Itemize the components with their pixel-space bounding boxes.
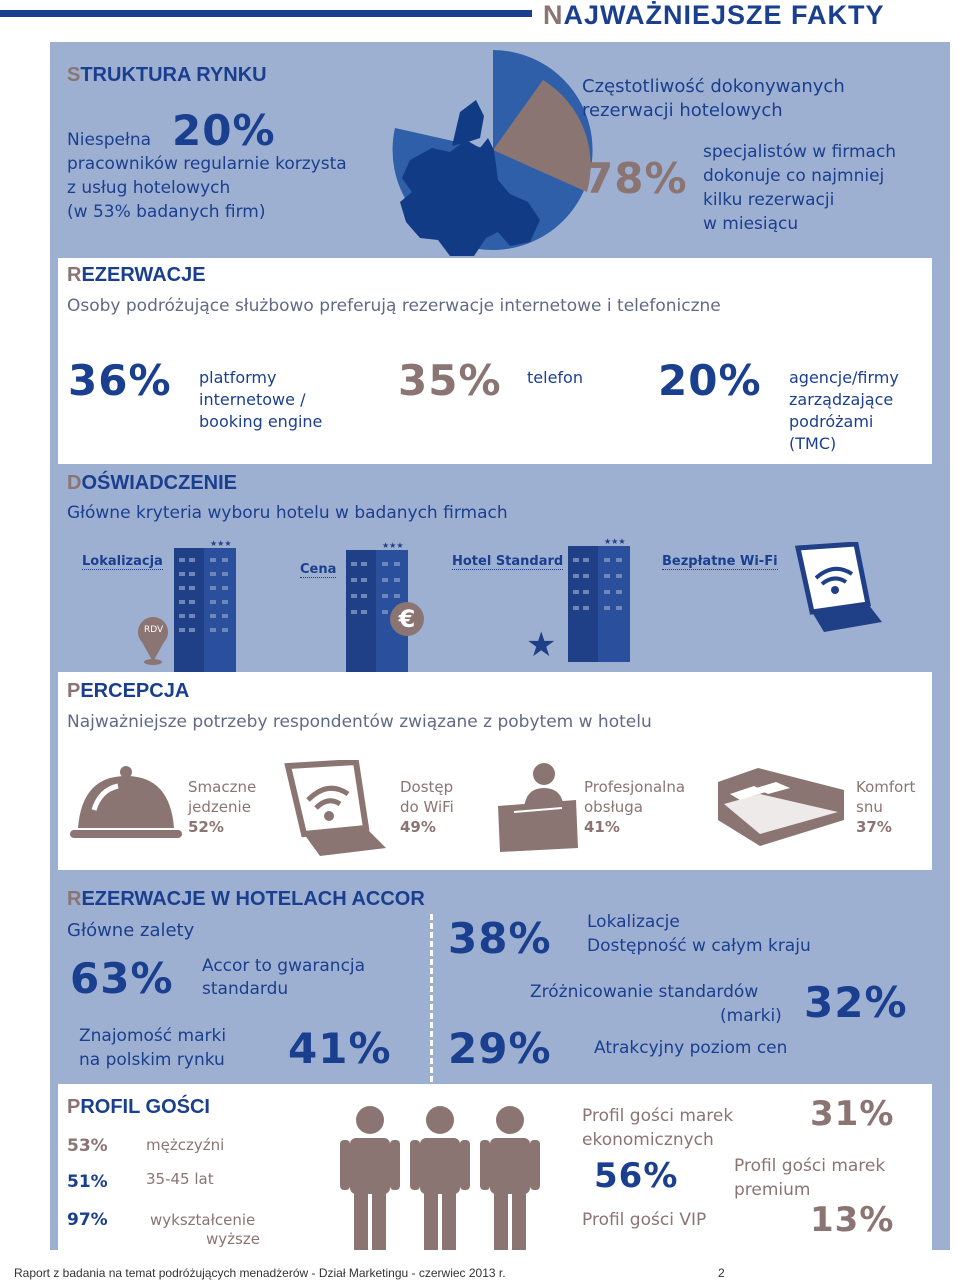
accor-63-l2: standardu (202, 979, 289, 999)
accor-divider (430, 914, 433, 1082)
struktura-percent: 20% (172, 106, 276, 155)
profil-panel (58, 1084, 932, 1250)
rez-item-1-l2: internetowe / (199, 390, 306, 409)
pin-label: RDV (144, 625, 164, 635)
need-3-pct: 41% (584, 818, 620, 836)
percepcja-title-rest: ERCEPCJA (80, 680, 190, 702)
profil-title-rest: ROFIL GOŚCI (80, 1096, 210, 1118)
profil-eko-l2: ekonomicznych (582, 1130, 714, 1150)
hotel-building-icon (568, 536, 630, 662)
doswiadczenie-panel (50, 466, 950, 672)
rez-item-3-l2: zarządzające (789, 390, 894, 409)
need-4-l1: Komfort (856, 778, 916, 796)
struktura-title-first: S (67, 64, 81, 86)
need-1-pct: 52% (188, 818, 224, 836)
accor-panel (50, 872, 950, 1084)
rez-item-3-l3: podróżami (789, 412, 874, 431)
accor-diff-l1: Zróżnicowanie standardów (530, 982, 759, 1002)
criterion-cena-label: Cena (300, 562, 337, 577)
profil-row-1-pct: 53% (67, 1136, 108, 1156)
food-cloche-icon (68, 762, 184, 844)
star-icon: ★ (526, 625, 557, 665)
profil-row-3-pct: 97% (67, 1210, 108, 1230)
struktura-title-rest: TRUKTURA RYNKU (80, 64, 267, 86)
need-3-l2: obsługa (584, 798, 643, 816)
rez-item-3-l1: agencje/firmy (789, 368, 899, 387)
svg-text:★★★: ★★★ (382, 541, 404, 550)
rez-item-2-l1: telefon (527, 368, 583, 387)
laptop-wifi-icon (794, 542, 884, 632)
rezerwacje-title-rest: EZERWACJE (81, 264, 206, 286)
doswiadczenie-title-rest: OŚWIADCZENIE (81, 472, 238, 494)
freq-percent: 78% (584, 154, 688, 203)
struktura-line2: z usług hotelowych (67, 178, 231, 198)
profil-eko-l1: Profil gości marek (582, 1106, 734, 1126)
rezerwacje-panel (58, 258, 932, 464)
struktura-line1: pracowników regularnie korzysta (67, 154, 347, 174)
accor-29-percent: 29% (448, 1024, 552, 1073)
page-title (543, 0, 885, 31)
europe-pie-chart (380, 42, 630, 258)
criterion-lokalizacja-label: Lokalizacja (82, 554, 163, 569)
accor-subtitle: Główne zalety (67, 920, 195, 941)
accor-38-l2: Dostępność w całym kraju (587, 936, 811, 956)
accor-38-percent: 38% (448, 914, 552, 963)
accor-63-percent: 63% (70, 954, 174, 1003)
profil-row-1-label: mężczyźni (146, 1136, 225, 1154)
hotel-building-icon (174, 538, 236, 674)
rez-item-3-percent: 20% (658, 356, 762, 405)
profil-prem-l1: Profil gości marek (734, 1156, 886, 1176)
need-2-l2: do WiFi (400, 798, 454, 816)
bed-icon (710, 764, 850, 848)
percepcja-panel (58, 672, 932, 870)
laptop-wifi-icon (282, 760, 392, 856)
need-2-l1: Dostęp (400, 778, 454, 796)
profil-vip: Profil gości VIP (582, 1210, 707, 1230)
doswiadczenie-title-first: D (67, 472, 82, 494)
profil-row-2-pct: 51% (67, 1172, 108, 1192)
rez-item-1-l3: booking engine (199, 412, 323, 431)
criterion-standard-label: Hotel Standard (452, 554, 564, 569)
freq-line1: specjalistów w firmach (703, 142, 897, 162)
accor-title-first: R (67, 888, 82, 910)
page-title-first: N (543, 0, 564, 30)
profil-title-first: P (67, 1096, 81, 1118)
rez-item-1-l1: platformy (199, 368, 277, 387)
accor-diff-l2: (marki) (720, 1006, 782, 1026)
rezerwacje-title-first: R (67, 264, 82, 286)
need-2-pct: 49% (400, 818, 436, 836)
reception-desk-icon (494, 760, 584, 852)
rez-item-2-percent: 35% (398, 356, 502, 405)
accor-63-l1: Accor to gwarancja (202, 956, 366, 976)
people-icon (336, 1104, 546, 1250)
doswiadczenie-subtitle: Główne kryteria wyboru hotelu w badanych firmach (67, 503, 508, 523)
euro-icon: € (390, 602, 424, 636)
location-pin-icon (136, 616, 170, 666)
need-1-l2: jedzenie (188, 798, 251, 816)
page-number: 2 (718, 1266, 725, 1280)
page-title-rest: AJWAŻNIEJSZE FAKTY (563, 0, 885, 30)
svg-text:★★★: ★★★ (604, 537, 626, 546)
percepcja-title-first: P (67, 680, 81, 702)
doswiadczenie-title (67, 472, 237, 495)
accor-32-percent: 32% (804, 978, 908, 1027)
need-4-pct: 37% (856, 818, 892, 836)
struktura-panel (50, 42, 950, 258)
accor-38-l1: Lokalizacje (587, 912, 680, 932)
header-rule (0, 10, 532, 17)
rez-item-1-percent: 36% (68, 356, 172, 405)
profil-row-3-label2: wyższe (206, 1230, 260, 1248)
freq-line3: kilku rezerwacji (703, 190, 835, 210)
profil-title (67, 1096, 210, 1119)
need-3-l1: Profesjonalna (584, 778, 686, 796)
struktura-lead: Niespełna (67, 130, 152, 150)
rezerwacje-subtitle: Osoby podróżujące służbowo preferują rezerwacje internetowe i telefoniczne (67, 296, 721, 316)
accor-41-percent: 41% (288, 1024, 392, 1073)
percepcja-title (67, 680, 189, 703)
criterion-wifi-label: Bezpłatne Wi-Fi (662, 554, 778, 569)
rez-item-3-l4: (TMC) (789, 434, 837, 453)
freq-line2: dokonuje co najmniej (703, 166, 885, 186)
scandinavia-shape (452, 100, 484, 146)
svg-text:★★★: ★★★ (210, 539, 232, 548)
accor-brand-l2: na polskim rynku (79, 1050, 225, 1070)
need-4-l2: snu (856, 798, 883, 816)
profil-row-2-label: 35-45 lat (146, 1170, 214, 1188)
profil-prem-l2: premium (734, 1180, 811, 1200)
accor-title-rest: EZERWACJE W HOTELACH ACCOR (81, 888, 425, 910)
struktura-title (67, 64, 267, 87)
accor-brand-l1: Znajomość marki (79, 1026, 227, 1046)
profil-13-percent: 13% (810, 1200, 895, 1240)
profil-56-percent: 56% (594, 1156, 679, 1196)
freq-title-1: Częstotliwość dokonywanych (582, 76, 845, 97)
profil-31-percent: 31% (810, 1094, 895, 1134)
freq-line4: w miesiącu (703, 214, 799, 234)
footer-text: Raport z badania na temat podróżujących menadżerów - Dział Marketingu - czerwiec 2013 r. (14, 1266, 506, 1280)
percepcja-subtitle: Najważniejsze potrzeby respondentów związane z pobytem w hotelu (67, 712, 652, 732)
accor-title (67, 888, 425, 911)
rezerwacje-title (67, 264, 206, 287)
accor-29-l1: Atrakcyjny poziom cen (594, 1038, 788, 1058)
struktura-line3: (w 53% badanych firm) (67, 202, 266, 222)
profil-row-3-label: wykształcenie (150, 1211, 256, 1229)
freq-title-2: rezerwacji hotelowych (582, 100, 783, 121)
need-1-l1: Smaczne (188, 778, 257, 796)
